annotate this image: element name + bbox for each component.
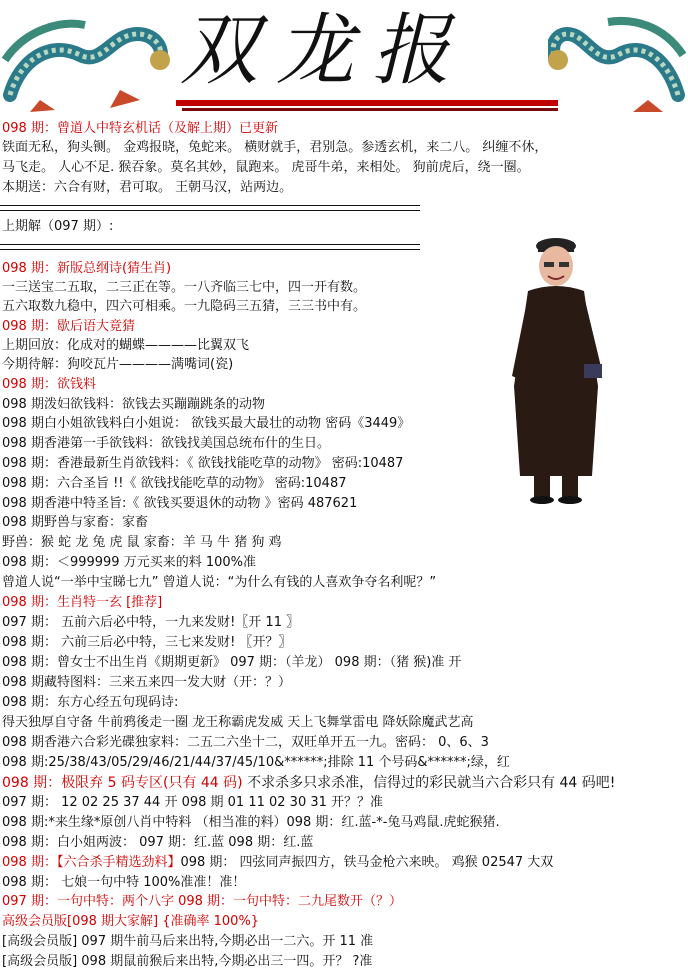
text-line: 098 期香港中特圣旨:《 欲钱买要退休的动物 》密码 487621 [2,496,358,511]
text-line: [高级会员版] 098 期鼠前猴后来出特,今期必出三一四。开？ ?准 [2,954,373,969]
text-line: 098 期： 六前三后必中特，三七来发财! 〖开？〗 [2,635,292,650]
text-line: 098 期:25/38/43/05/29/46/21/44/37/45/10&******;排除 11 个号码&******;绿，红 [2,755,510,770]
header-banner [0,0,688,118]
dragon-right-icon [548,0,688,118]
text-line: 曾道人说“一举中宝睇七九” 曾道人说：“为什么有钱的人喜欢争夺名利呢？” [2,575,437,590]
text-line: 098 期：曾道人中特玄机话（及解上期）已更新 [2,121,278,136]
text-line: 098 期泼妇欲钱料：欲钱去买蹦蹦跳条的动物 [2,397,265,412]
text-line: 098 期：歇后语大竟猜 [2,319,135,334]
divider [0,244,420,250]
text-line: 098 期：生肖特一玄 [推荐] [2,595,163,610]
text-line: [高级会员版] 097 期牛前马后来出特,今期必出一二六。开 11 准 [2,934,374,949]
text-line: 098 期:*来生缘*原创八肖中特料 （相当准的料）098 期：红.蓝-*-兔马鸡鼠.虎蛇猴猪. [2,815,500,830]
text-segment: 098 期： 四弦同声振四方，铁马金枪六来映。 鸡猴 02547 大双 [180,855,554,870]
text-line: 一三送宝二五取，二三正在等。一八齐临三七中，四一开有数。 [2,280,367,295]
text-line: 上期解（097 期）: [2,219,114,234]
text-line: 得天独厚自守备 牛前鸦後走一圈 龙王称霸虎发威 天上飞舞掌雷电 降妖除魔武艺高 [2,715,474,730]
text-segment: 098 期：【六合杀手精选劲料】 [2,855,181,870]
text-line: 098 期藏特图料：三来五来四一发大财（开：？） [2,675,291,690]
text-line: 098 期：东方心经五句现码诗: [2,695,179,710]
text-line: 098 期：六合圣旨 !!《 欲钱找能吃草的动物》 密码:10487 [2,476,347,491]
text-line: 098 期：曾女士不出生肖《期期更新》 097 期：（羊龙） 098 期：（猪 猴)准 开 [2,655,462,670]
text-line: 五六取数九稳中，四六可相乘。一九隐码三五猜，三三书中有。 [2,299,367,314]
text-line: 本期送：六合有财，君可取。 王朝马汉，站两边。 [2,180,293,195]
text-line: 097 期：一句中特：两个八字 098 期：一句中特：二九尾数开（？） [2,894,403,909]
text-line: 098 期：欲钱料 [2,377,96,392]
text-line: 098 期白小姐欲钱料白小姐说： 欲钱买最大最壮的动物 密码《3449》 [2,416,411,431]
page-title: 双龙报 [180,6,469,96]
text-line: 098 期野兽与家畜：家畜 [2,515,148,530]
text-line: 098 期： 七娘一句中特 100%准准！准！ [2,875,246,890]
text-segment: 098 期：极限弃 5 码专区(只有 44 码) [2,775,243,791]
text-line: 马飞走。 人心不足. 猴吞象。莫名其妙，鼠跑来。 虎哥牛弟，来相处。 狗前虎后，绕一圈。 [2,160,530,175]
text-line: 098 期：＜999999 万元买来的料 100%准 [2,555,257,570]
man-portrait-image [506,236,616,504]
title-underline-red [176,100,558,106]
text-line: 098 期香港六合彩光碟独家料：二五二六坐十二，双旺单开五一九。密码： 0、6、3 [2,735,489,750]
text-line: 097 期： 12 02 25 37 44 开 098 期 01 11 02 30 31 开？？准 [2,795,384,810]
text-line: 上期回放：化成对的蝴蝶————比翼双飞 [2,338,250,353]
text-line: 铁面无私，狗头铡。 金鸡报晓，兔蛇来。 横财就手，君别急。参透玄机，来二八。 纠缠不休， [2,140,548,155]
text-line: 今期待解：狗咬瓦片————满嘴词(瓷) [2,357,234,372]
text-line: 野兽：猴 蛇 龙 兔 虎 鼠 家畜：羊 马 牛 猪 狗 鸡 [2,535,282,550]
text-line: 098 期：白小姐两波： 097 期：红.蓝 098 期：红.蓝 [2,835,314,850]
divider [0,205,420,211]
text-line: 高级会员版[098 期大家解] {准确率 100%} [2,914,260,929]
text-line: 098 期：香港最新生肖欲钱料：《 欲钱找能吃草的动物》 密码:10487 [2,456,404,471]
text-line: 098 期香港第一手欲钱料：欲钱找美国总统布什的生日。 [2,436,330,451]
text-line [2,774,615,792]
title-underline-dark [182,108,558,111]
dragon-left-icon [0,0,175,118]
text-segment: 不求杀多只求杀准，信得过的彩民就当六合彩只有 44 码吧! [242,775,616,791]
text-line: 097 期： 五前六后必中特，一九来发财!〖开 11 〗 [2,615,300,630]
text-line [2,854,553,872]
text-line: 098 期：新版总纲诗(猜生肖) [2,261,172,276]
